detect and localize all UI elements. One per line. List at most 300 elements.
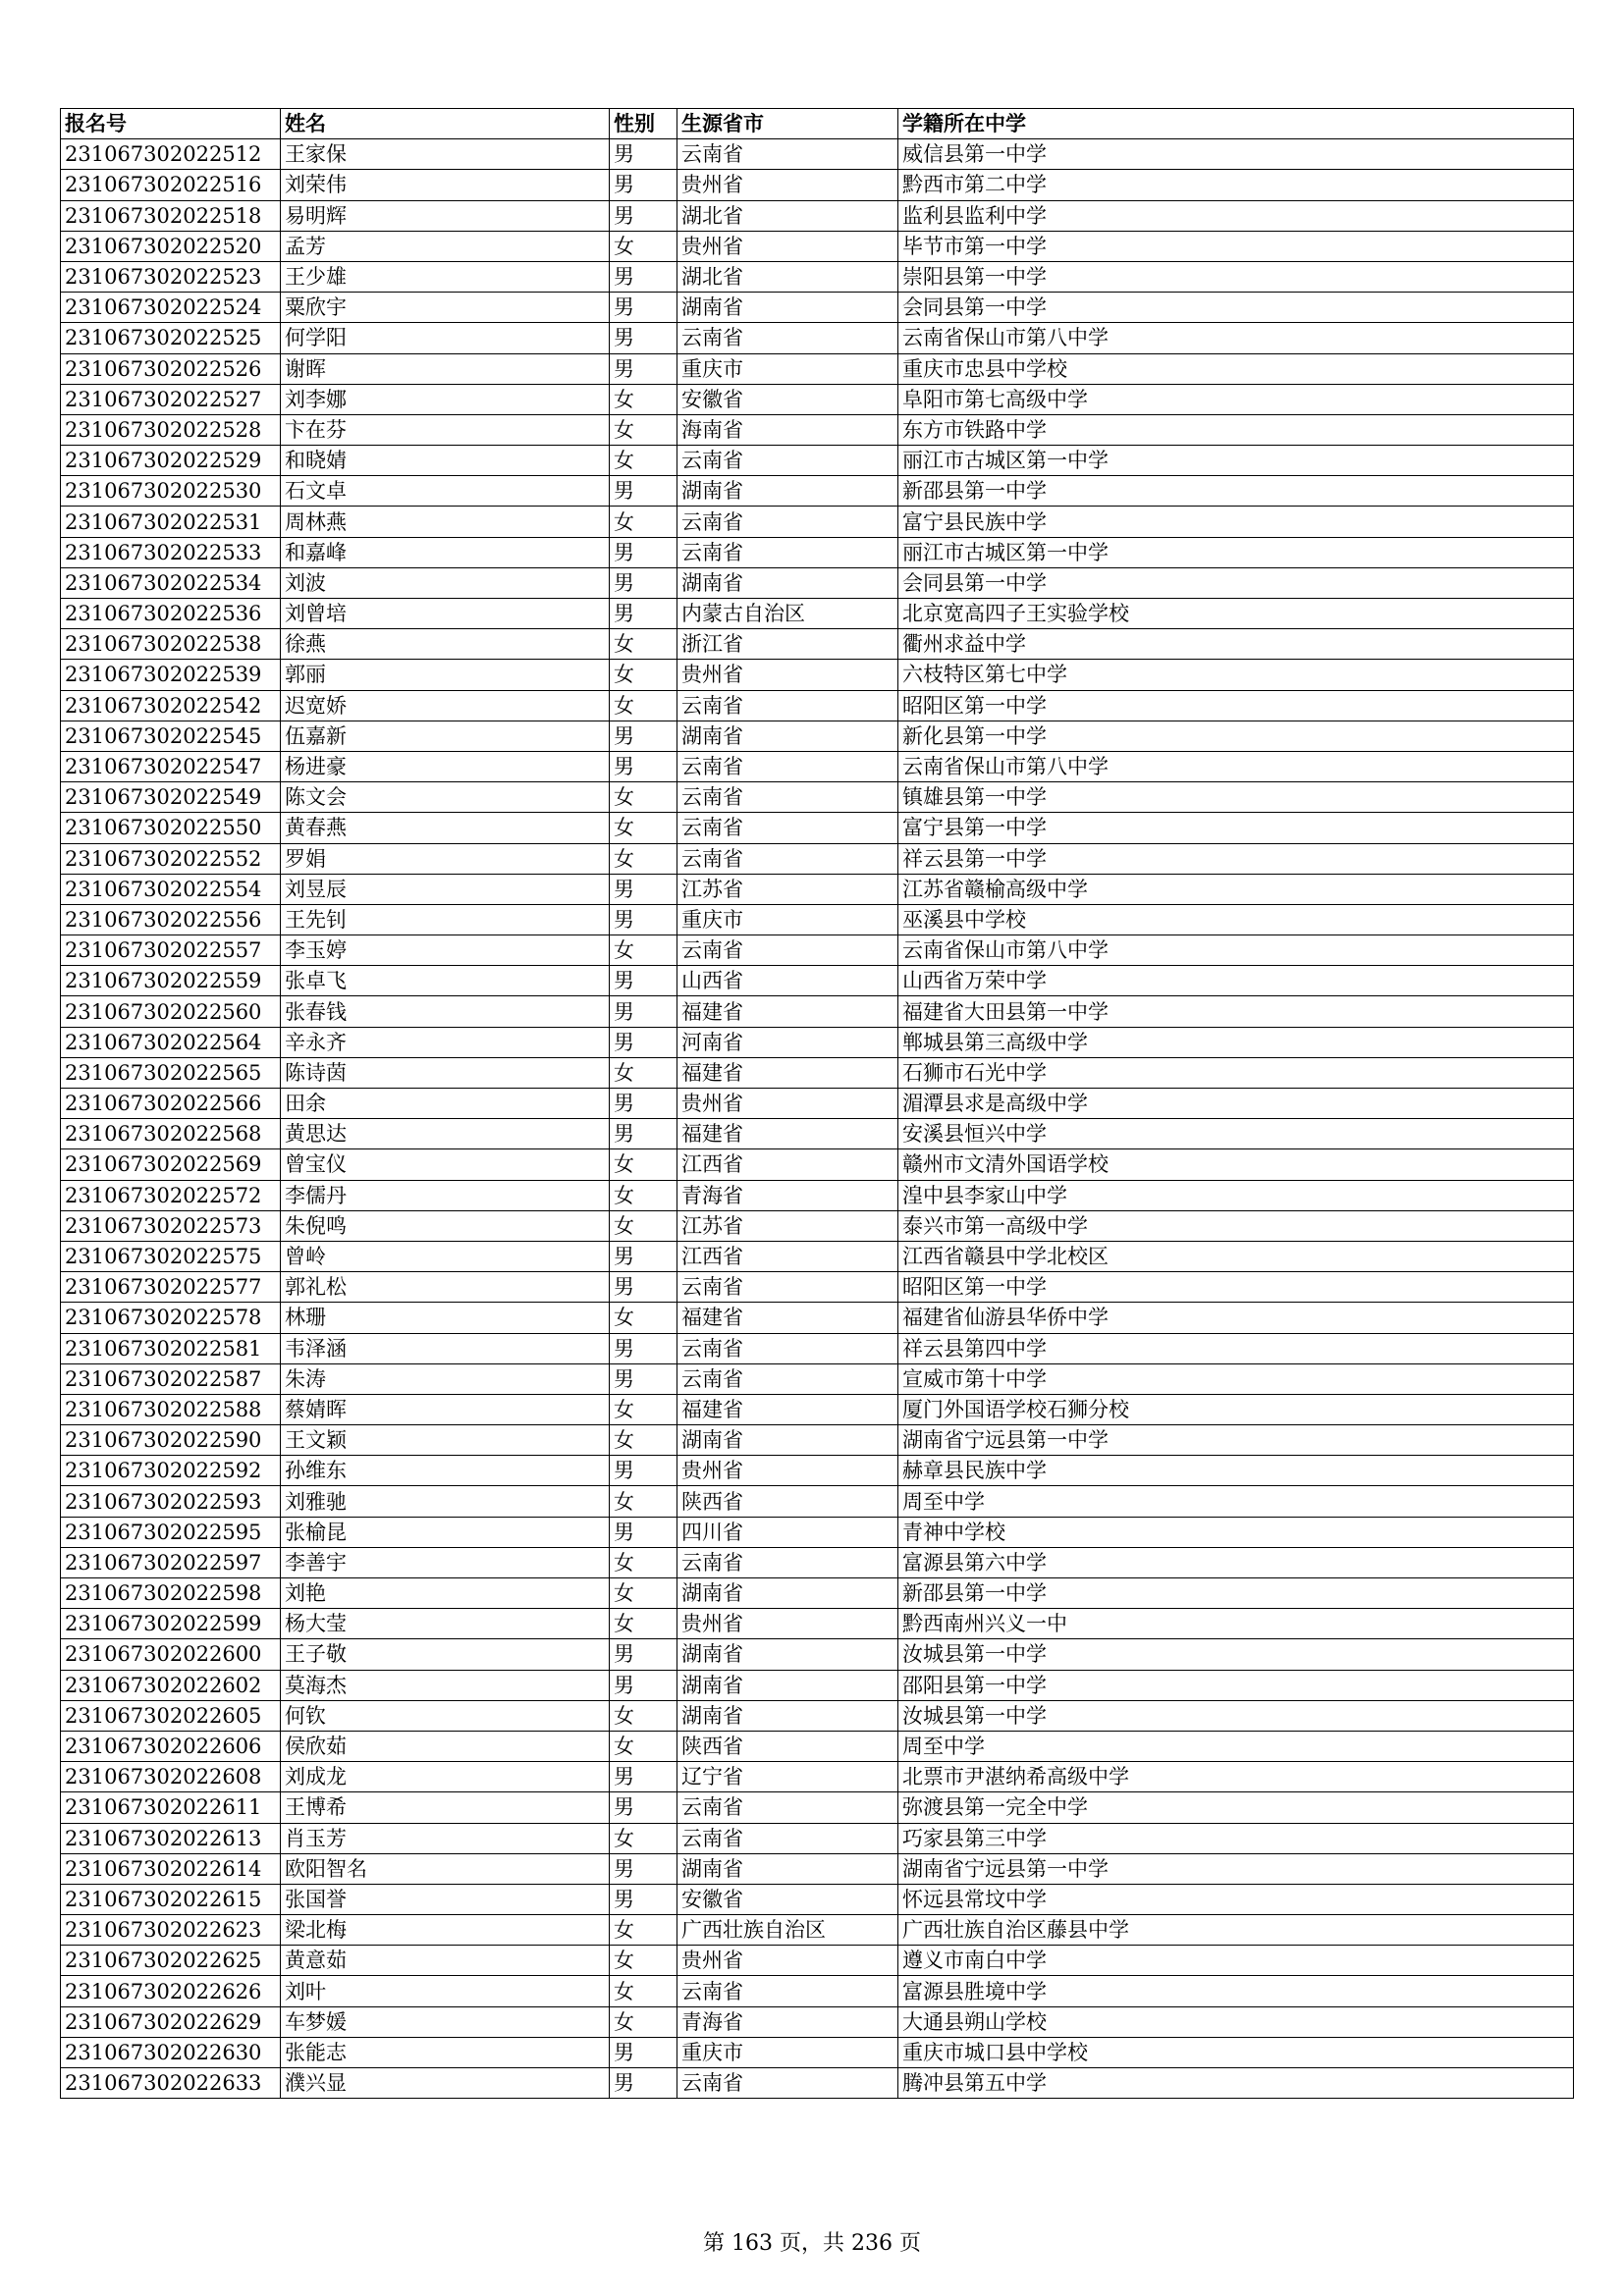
cell-gender: 男 xyxy=(610,261,677,292)
cell-high-school: 六枝特区第七中学 xyxy=(898,660,1574,690)
cell-name: 张国誉 xyxy=(281,1884,610,1914)
cell-registration-number: 231067302022613 xyxy=(61,1823,281,1853)
cell-name: 曾岭 xyxy=(281,1241,610,1271)
table-row xyxy=(61,200,1574,231)
cell-province: 四川省 xyxy=(677,1517,898,1547)
cell-name: 刘叶 xyxy=(281,1976,610,2006)
cell-name: 王先钊 xyxy=(281,904,610,934)
cell-registration-number: 231067302022595 xyxy=(61,1517,281,1547)
cell-name: 李玉婷 xyxy=(281,935,610,966)
cell-gender: 男 xyxy=(610,996,677,1027)
cell-gender: 女 xyxy=(610,782,677,813)
cell-registration-number: 231067302022588 xyxy=(61,1394,281,1424)
cell-registration-number: 231067302022593 xyxy=(61,1486,281,1517)
cell-province: 贵州省 xyxy=(677,231,898,261)
cell-province: 广西壮族自治区 xyxy=(677,1915,898,1946)
table-row xyxy=(61,567,1574,598)
cell-province: 云南省 xyxy=(677,782,898,813)
cell-name: 何钦 xyxy=(281,1700,610,1731)
cell-gender: 女 xyxy=(610,935,677,966)
cell-registration-number: 231067302022560 xyxy=(61,996,281,1027)
table-row xyxy=(61,660,1574,690)
table-row xyxy=(61,690,1574,721)
cell-registration-number: 231067302022549 xyxy=(61,782,281,813)
cell-name: 肖玉芳 xyxy=(281,1823,610,1853)
table-row xyxy=(61,1578,1574,1609)
cell-registration-number: 231067302022512 xyxy=(61,139,281,170)
cell-gender: 男 xyxy=(610,1517,677,1547)
table-row xyxy=(61,1394,1574,1424)
cell-high-school: 镇雄县第一中学 xyxy=(898,782,1574,813)
cell-registration-number: 231067302022605 xyxy=(61,1700,281,1731)
cell-gender: 女 xyxy=(610,1180,677,1210)
table-body xyxy=(61,139,1574,2099)
table-row xyxy=(61,446,1574,476)
cell-registration-number: 231067302022611 xyxy=(61,1792,281,1823)
cell-province: 湖南省 xyxy=(677,1853,898,1884)
cell-high-school: 云南省保山市第八中学 xyxy=(898,751,1574,781)
table-row xyxy=(61,1762,1574,1792)
cell-name: 和嘉峰 xyxy=(281,537,610,567)
cell-high-school: 郸城县第三高级中学 xyxy=(898,1027,1574,1057)
cell-gender: 女 xyxy=(610,2006,677,2037)
table-row xyxy=(61,353,1574,384)
header-gender: 性别 xyxy=(610,109,677,139)
cell-high-school: 巫溪县中学校 xyxy=(898,904,1574,934)
table-row xyxy=(61,1119,1574,1149)
cell-gender: 女 xyxy=(610,1976,677,2006)
cell-province: 云南省 xyxy=(677,446,898,476)
cell-name: 张卓飞 xyxy=(281,966,610,996)
cell-gender: 女 xyxy=(610,446,677,476)
cell-high-school: 广西壮族自治区藤县中学 xyxy=(898,1915,1574,1946)
table-row xyxy=(61,1210,1574,1241)
cell-province: 贵州省 xyxy=(677,1089,898,1119)
cell-registration-number: 231067302022608 xyxy=(61,1762,281,1792)
table-row xyxy=(61,1609,1574,1639)
cell-name: 张榆昆 xyxy=(281,1517,610,1547)
table-row xyxy=(61,1946,1574,1976)
cell-high-school: 黔西南州兴义一中 xyxy=(898,1609,1574,1639)
cell-gender: 女 xyxy=(610,384,677,414)
cell-province: 湖南省 xyxy=(677,1700,898,1731)
cell-province: 青海省 xyxy=(677,1180,898,1210)
cell-province: 江苏省 xyxy=(677,1210,898,1241)
cell-province: 湖南省 xyxy=(677,567,898,598)
cell-high-school: 邵阳县第一中学 xyxy=(898,1670,1574,1700)
cell-gender: 女 xyxy=(610,660,677,690)
cell-registration-number: 231067302022525 xyxy=(61,323,281,353)
table-row xyxy=(61,1333,1574,1363)
cell-name: 易明辉 xyxy=(281,200,610,231)
cell-gender: 女 xyxy=(610,1946,677,1976)
cell-registration-number: 231067302022550 xyxy=(61,813,281,843)
cell-name: 王少雄 xyxy=(281,261,610,292)
cell-province: 云南省 xyxy=(677,935,898,966)
cell-high-school: 怀远县常坟中学 xyxy=(898,1884,1574,1914)
cell-gender: 男 xyxy=(610,1639,677,1670)
cell-province: 湖北省 xyxy=(677,200,898,231)
cell-registration-number: 231067302022599 xyxy=(61,1609,281,1639)
cell-province: 云南省 xyxy=(677,1792,898,1823)
table-row xyxy=(61,1425,1574,1456)
table-row xyxy=(61,813,1574,843)
cell-province: 云南省 xyxy=(677,690,898,721)
page-footer: 第 163 页，共 236 页 xyxy=(703,2231,921,2256)
cell-name: 和晓婧 xyxy=(281,446,610,476)
cell-name: 刘波 xyxy=(281,567,610,598)
cell-registration-number: 231067302022626 xyxy=(61,1976,281,2006)
cell-gender: 男 xyxy=(610,200,677,231)
table-row xyxy=(61,537,1574,567)
cell-name: 郭丽 xyxy=(281,660,610,690)
cell-registration-number: 231067302022524 xyxy=(61,293,281,323)
cell-high-school: 泰兴市第一高级中学 xyxy=(898,1210,1574,1241)
cell-high-school: 遵义市南白中学 xyxy=(898,1946,1574,1976)
table-row xyxy=(61,1517,1574,1547)
cell-high-school: 崇阳县第一中学 xyxy=(898,261,1574,292)
cell-name: 张能志 xyxy=(281,2037,610,2067)
cell-gender: 男 xyxy=(610,2037,677,2067)
cell-gender: 女 xyxy=(610,843,677,874)
cell-registration-number: 231067302022557 xyxy=(61,935,281,966)
cell-registration-number: 231067302022590 xyxy=(61,1425,281,1456)
cell-gender: 男 xyxy=(610,293,677,323)
cell-high-school: 祥云县第一中学 xyxy=(898,843,1574,874)
cell-name: 石文卓 xyxy=(281,476,610,507)
cell-name: 梁北梅 xyxy=(281,1915,610,1946)
cell-name: 朱倪鸣 xyxy=(281,1210,610,1241)
cell-province: 云南省 xyxy=(677,507,898,537)
cell-gender: 女 xyxy=(610,414,677,445)
cell-high-school: 毕节市第一中学 xyxy=(898,231,1574,261)
cell-province: 安徽省 xyxy=(677,384,898,414)
cell-province: 湖南省 xyxy=(677,721,898,751)
cell-gender: 女 xyxy=(610,1394,677,1424)
cell-registration-number: 231067302022531 xyxy=(61,507,281,537)
cell-name: 刘李娜 xyxy=(281,384,610,414)
cell-registration-number: 231067302022536 xyxy=(61,599,281,629)
table-row xyxy=(61,874,1574,904)
table-row xyxy=(61,170,1574,200)
cell-gender: 女 xyxy=(610,690,677,721)
cell-gender: 男 xyxy=(610,139,677,170)
table-row xyxy=(61,1731,1574,1761)
cell-province: 云南省 xyxy=(677,1823,898,1853)
cell-province: 湖南省 xyxy=(677,476,898,507)
cell-gender: 男 xyxy=(610,1792,677,1823)
cell-gender: 女 xyxy=(610,1303,677,1333)
admission-roster-table xyxy=(60,108,1574,2099)
cell-registration-number: 231067302022520 xyxy=(61,231,281,261)
cell-high-school: 周至中学 xyxy=(898,1486,1574,1517)
cell-province: 湖北省 xyxy=(677,261,898,292)
cell-province: 云南省 xyxy=(677,813,898,843)
table-row xyxy=(61,1486,1574,1517)
cell-province: 重庆市 xyxy=(677,353,898,384)
cell-registration-number: 231067302022529 xyxy=(61,446,281,476)
cell-registration-number: 231067302022518 xyxy=(61,200,281,231)
cell-registration-number: 231067302022578 xyxy=(61,1303,281,1333)
cell-province: 江苏省 xyxy=(677,874,898,904)
cell-province: 贵州省 xyxy=(677,170,898,200)
cell-name: 陈文会 xyxy=(281,782,610,813)
table-row xyxy=(61,1700,1574,1731)
cell-high-school: 丽江市古城区第一中学 xyxy=(898,537,1574,567)
cell-name: 刘荣伟 xyxy=(281,170,610,200)
cell-name: 辛永齐 xyxy=(281,1027,610,1057)
cell-registration-number: 231067302022600 xyxy=(61,1639,281,1670)
table-row xyxy=(61,1670,1574,1700)
cell-province: 湖南省 xyxy=(677,293,898,323)
cell-province: 湖南省 xyxy=(677,1578,898,1609)
cell-gender: 男 xyxy=(610,599,677,629)
cell-province: 辽宁省 xyxy=(677,1762,898,1792)
table-row xyxy=(61,384,1574,414)
table-row xyxy=(61,935,1574,966)
cell-gender: 女 xyxy=(610,507,677,537)
cell-gender: 女 xyxy=(610,813,677,843)
cell-high-school: 山西省万荣中学 xyxy=(898,966,1574,996)
cell-province: 云南省 xyxy=(677,1547,898,1577)
cell-high-school: 重庆市城口县中学校 xyxy=(898,2037,1574,2067)
cell-gender: 男 xyxy=(610,1241,677,1271)
table-row xyxy=(61,629,1574,660)
table-row xyxy=(61,721,1574,751)
cell-province: 贵州省 xyxy=(677,1946,898,1976)
cell-name: 王文颖 xyxy=(281,1425,610,1456)
table-row xyxy=(61,1853,1574,1884)
table-row xyxy=(61,1547,1574,1577)
cell-registration-number: 231067302022629 xyxy=(61,2006,281,2037)
cell-gender: 女 xyxy=(610,629,677,660)
cell-registration-number: 231067302022533 xyxy=(61,537,281,567)
cell-gender: 男 xyxy=(610,476,677,507)
cell-high-school: 云南省保山市第八中学 xyxy=(898,935,1574,966)
cell-gender: 男 xyxy=(610,721,677,751)
cell-province: 云南省 xyxy=(677,537,898,567)
cell-high-school: 云南省保山市第八中学 xyxy=(898,323,1574,353)
cell-gender: 男 xyxy=(610,1027,677,1057)
table-row xyxy=(61,1915,1574,1946)
cell-high-school: 周至中学 xyxy=(898,1731,1574,1761)
cell-high-school: 祥云县第四中学 xyxy=(898,1333,1574,1363)
cell-name: 伍嘉新 xyxy=(281,721,610,751)
cell-province: 云南省 xyxy=(677,751,898,781)
cell-province: 云南省 xyxy=(677,1363,898,1394)
cell-registration-number: 231067302022623 xyxy=(61,1915,281,1946)
cell-gender: 男 xyxy=(610,1119,677,1149)
cell-registration-number: 231067302022569 xyxy=(61,1149,281,1180)
cell-name: 蔡婧晖 xyxy=(281,1394,610,1424)
cell-high-school: 青神中学校 xyxy=(898,1517,1574,1547)
cell-province: 贵州省 xyxy=(677,1456,898,1486)
table-row xyxy=(61,1363,1574,1394)
cell-name: 李儒丹 xyxy=(281,1180,610,1210)
table-row xyxy=(61,1149,1574,1180)
cell-registration-number: 231067302022554 xyxy=(61,874,281,904)
table-row xyxy=(61,1027,1574,1057)
cell-registration-number: 231067302022575 xyxy=(61,1241,281,1271)
cell-high-school: 江苏省赣榆高级中学 xyxy=(898,874,1574,904)
cell-high-school: 湖南省宁远县第一中学 xyxy=(898,1425,1574,1456)
cell-gender: 女 xyxy=(610,1425,677,1456)
cell-province: 浙江省 xyxy=(677,629,898,660)
cell-registration-number: 231067302022615 xyxy=(61,1884,281,1914)
cell-registration-number: 231067302022573 xyxy=(61,1210,281,1241)
cell-registration-number: 231067302022556 xyxy=(61,904,281,934)
cell-registration-number: 231067302022526 xyxy=(61,353,281,384)
cell-province: 山西省 xyxy=(677,966,898,996)
cell-registration-number: 231067302022597 xyxy=(61,1547,281,1577)
cell-gender: 男 xyxy=(610,1089,677,1119)
cell-gender: 女 xyxy=(610,1731,677,1761)
cell-registration-number: 231067302022606 xyxy=(61,1731,281,1761)
cell-province: 福建省 xyxy=(677,996,898,1027)
cell-name: 刘成龙 xyxy=(281,1762,610,1792)
cell-name: 车梦媛 xyxy=(281,2006,610,2037)
cell-name: 何学阳 xyxy=(281,323,610,353)
cell-name: 田余 xyxy=(281,1089,610,1119)
cell-province: 湖南省 xyxy=(677,1425,898,1456)
cell-high-school: 汝城县第一中学 xyxy=(898,1639,1574,1670)
table-row xyxy=(61,1823,1574,1853)
cell-registration-number: 231067302022592 xyxy=(61,1456,281,1486)
cell-province: 江西省 xyxy=(677,1149,898,1180)
table-row xyxy=(61,2006,1574,2037)
cell-registration-number: 231067302022598 xyxy=(61,1578,281,1609)
cell-name: 刘昱辰 xyxy=(281,874,610,904)
cell-registration-number: 231067302022559 xyxy=(61,966,281,996)
cell-high-school: 湄潭县求是高级中学 xyxy=(898,1089,1574,1119)
cell-province: 贵州省 xyxy=(677,1609,898,1639)
cell-high-school: 昭阳区第一中学 xyxy=(898,690,1574,721)
cell-registration-number: 231067302022614 xyxy=(61,1853,281,1884)
cell-gender: 男 xyxy=(610,1363,677,1394)
cell-name: 王博希 xyxy=(281,1792,610,1823)
cell-registration-number: 231067302022633 xyxy=(61,2068,281,2099)
cell-registration-number: 231067302022545 xyxy=(61,721,281,751)
cell-registration-number: 231067302022572 xyxy=(61,1180,281,1210)
cell-registration-number: 231067302022630 xyxy=(61,2037,281,2067)
cell-name: 李善宇 xyxy=(281,1547,610,1577)
cell-name: 刘雅驰 xyxy=(281,1486,610,1517)
table-row xyxy=(61,1180,1574,1210)
cell-high-school: 新化县第一中学 xyxy=(898,721,1574,751)
table-row xyxy=(61,1792,1574,1823)
header-high-school: 学籍所在中学 xyxy=(898,109,1574,139)
cell-name: 孙维东 xyxy=(281,1456,610,1486)
cell-high-school: 会同县第一中学 xyxy=(898,293,1574,323)
cell-gender: 男 xyxy=(610,1272,677,1303)
table-row xyxy=(61,1303,1574,1333)
cell-gender: 女 xyxy=(610,1609,677,1639)
cell-name: 欧阳智名 xyxy=(281,1853,610,1884)
table-row xyxy=(61,966,1574,996)
cell-registration-number: 231067302022625 xyxy=(61,1946,281,1976)
cell-name: 粟欣宇 xyxy=(281,293,610,323)
cell-registration-number: 231067302022547 xyxy=(61,751,281,781)
cell-gender: 男 xyxy=(610,1884,677,1914)
cell-province: 云南省 xyxy=(677,843,898,874)
table-row xyxy=(61,599,1574,629)
cell-high-school: 富宁县民族中学 xyxy=(898,507,1574,537)
cell-name: 濮兴显 xyxy=(281,2068,610,2099)
cell-gender: 男 xyxy=(610,353,677,384)
cell-province: 云南省 xyxy=(677,1976,898,2006)
cell-gender: 男 xyxy=(610,1456,677,1486)
table-row xyxy=(61,231,1574,261)
cell-name: 谢晖 xyxy=(281,353,610,384)
cell-registration-number: 231067302022530 xyxy=(61,476,281,507)
cell-gender: 男 xyxy=(610,567,677,598)
cell-province: 云南省 xyxy=(677,1333,898,1363)
cell-high-school: 监利县监利中学 xyxy=(898,200,1574,231)
cell-gender: 男 xyxy=(610,170,677,200)
cell-province: 江西省 xyxy=(677,1241,898,1271)
cell-high-school: 北票市尹湛纳希高级中学 xyxy=(898,1762,1574,1792)
cell-high-school: 厦门外国语学校石狮分校 xyxy=(898,1394,1574,1424)
cell-gender: 女 xyxy=(610,1700,677,1731)
cell-registration-number: 231067302022577 xyxy=(61,1272,281,1303)
cell-name: 曾宝仪 xyxy=(281,1149,610,1180)
cell-high-school: 巧家县第三中学 xyxy=(898,1823,1574,1853)
cell-name: 侯欣茹 xyxy=(281,1731,610,1761)
cell-province: 陕西省 xyxy=(677,1731,898,1761)
cell-registration-number: 231067302022566 xyxy=(61,1089,281,1119)
cell-name: 韦泽涵 xyxy=(281,1333,610,1363)
header-name: 姓名 xyxy=(281,109,610,139)
cell-province: 云南省 xyxy=(677,2068,898,2099)
cell-registration-number: 231067302022534 xyxy=(61,567,281,598)
cell-province: 云南省 xyxy=(677,1272,898,1303)
cell-high-school: 弥渡县第一完全中学 xyxy=(898,1792,1574,1823)
cell-name: 孟芳 xyxy=(281,231,610,261)
cell-name: 卞在芬 xyxy=(281,414,610,445)
table-row xyxy=(61,751,1574,781)
cell-name: 黄意茹 xyxy=(281,1946,610,1976)
cell-gender: 女 xyxy=(610,1149,677,1180)
table-row xyxy=(61,1456,1574,1486)
table-row xyxy=(61,1272,1574,1303)
cell-gender: 女 xyxy=(610,1210,677,1241)
cell-registration-number: 231067302022581 xyxy=(61,1333,281,1363)
cell-province: 湖南省 xyxy=(677,1639,898,1670)
table-row xyxy=(61,782,1574,813)
cell-province: 福建省 xyxy=(677,1119,898,1149)
cell-province: 重庆市 xyxy=(677,904,898,934)
cell-name: 刘艳 xyxy=(281,1578,610,1609)
table-row xyxy=(61,1884,1574,1914)
cell-gender: 女 xyxy=(610,1915,677,1946)
cell-registration-number: 231067302022564 xyxy=(61,1027,281,1057)
cell-province: 福建省 xyxy=(677,1303,898,1333)
cell-registration-number: 231067302022552 xyxy=(61,843,281,874)
cell-high-school: 黔西市第二中学 xyxy=(898,170,1574,200)
cell-name: 张春钱 xyxy=(281,996,610,1027)
cell-high-school: 腾冲县第五中学 xyxy=(898,2068,1574,2099)
cell-name: 陈诗茵 xyxy=(281,1057,610,1088)
cell-province: 贵州省 xyxy=(677,660,898,690)
cell-gender: 男 xyxy=(610,966,677,996)
cell-name: 郭礼松 xyxy=(281,1272,610,1303)
table-row xyxy=(61,323,1574,353)
table-row xyxy=(61,843,1574,874)
cell-registration-number: 231067302022542 xyxy=(61,690,281,721)
cell-registration-number: 231067302022516 xyxy=(61,170,281,200)
cell-name: 林珊 xyxy=(281,1303,610,1333)
cell-name: 莫海杰 xyxy=(281,1670,610,1700)
